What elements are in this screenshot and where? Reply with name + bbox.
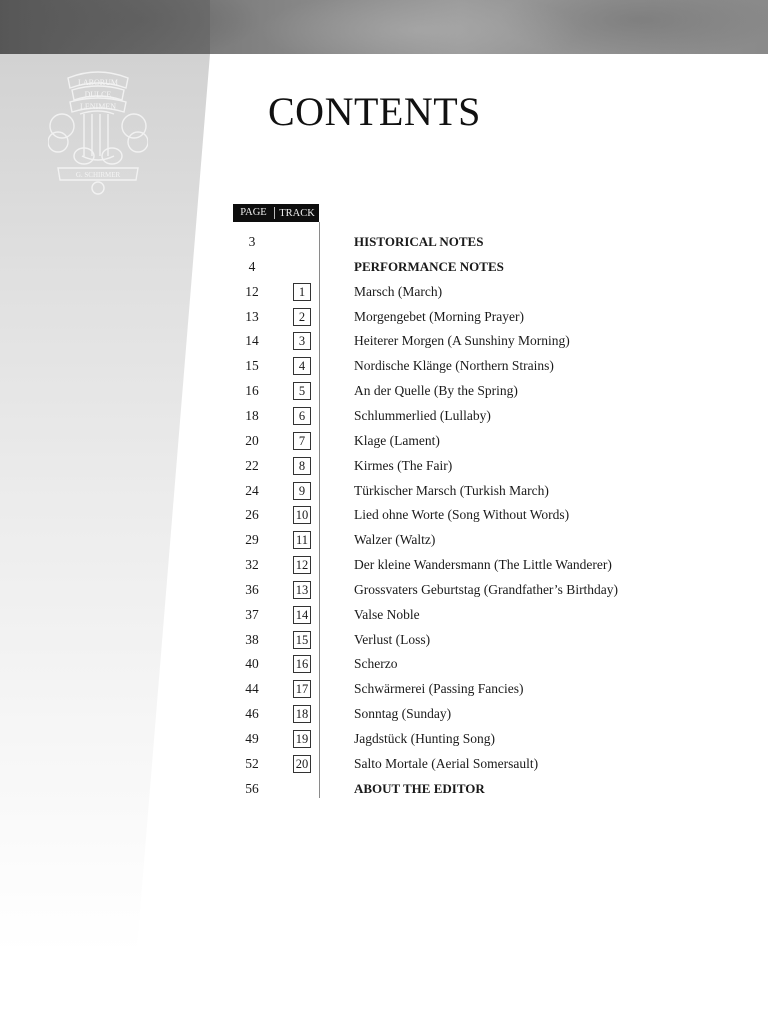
crest-line-2: DULCE (84, 90, 112, 99)
entry-title: Schlummerlied (Lullaby) (354, 407, 491, 423)
track-number-box: 17 (293, 680, 311, 698)
entry-title: Morgengebet (Morning Prayer) (354, 308, 524, 324)
contents-row[interactable] (0, 503, 768, 527)
entry-title: Grossvaters Geburtstag (Grandfather’s Birthday) (354, 581, 619, 597)
contents-row[interactable] (0, 603, 768, 627)
page-number: 14 (245, 333, 259, 349)
track-number-box: 19 (293, 730, 311, 748)
page-number: 3 (248, 234, 256, 249)
page-number: 15 (245, 358, 259, 374)
entry-title: Jagdstück (Hunting Song) (354, 731, 495, 746)
page-number: 32 (245, 557, 259, 573)
column-header-page: PAGE (233, 207, 275, 219)
entry-title: Türkischer Marsch (Turkish March) (354, 482, 549, 498)
entry-title: An der Quelle (By the Spring) (354, 383, 518, 399)
header-band-left (0, 0, 210, 54)
track-number-box: 6 (293, 407, 311, 425)
page-number: 24 (245, 482, 259, 498)
schirmer-crest-logo (48, 64, 148, 196)
track-number-box: 11 (293, 531, 311, 549)
contents-row[interactable] (0, 255, 768, 279)
track-number-box: 4 (293, 357, 311, 375)
crest-line-3: LENIMEN (80, 102, 116, 111)
contents-row[interactable] (0, 280, 768, 304)
entry-title: Scherzo (354, 656, 398, 672)
track-number-box: 18 (293, 705, 311, 723)
track-number-box: 8 (293, 457, 311, 475)
contents-row[interactable] (0, 429, 768, 453)
track-number-box: 10 (293, 506, 311, 524)
crest-banner: G. SCHIRMER (75, 171, 121, 179)
crest-line-1: LABORUM (77, 78, 119, 87)
contents-row[interactable] (0, 329, 768, 353)
page-number: 16 (245, 383, 259, 399)
page-number: 52 (245, 755, 259, 771)
track-number-box: 1 (293, 283, 311, 301)
entry-title: Marsch (March) (354, 283, 443, 299)
contents-row[interactable] (0, 354, 768, 378)
entry-title: Heiterer Morgen (A Sunshiny Morning) (354, 333, 570, 349)
track-number-box: 20 (293, 755, 311, 773)
contents-row[interactable] (0, 677, 768, 701)
page-number: 13 (245, 308, 259, 324)
page-number: 37 (245, 606, 259, 622)
entry-title: Valse Noble (354, 606, 420, 622)
contents-row[interactable] (0, 528, 768, 552)
page-number: 4 (248, 258, 256, 274)
contents-row[interactable] (0, 628, 768, 652)
page-number: 56 (245, 780, 259, 796)
page-number: 49 (245, 731, 259, 746)
page-number: 18 (245, 407, 259, 423)
contents-row[interactable] (0, 578, 768, 602)
track-number-box: 3 (293, 332, 311, 350)
page-number: 20 (245, 432, 259, 448)
track-number-box: 2 (293, 308, 311, 326)
contents-row[interactable] (0, 404, 768, 428)
entry-title: Lied ohne Worte (Song Without Words) (354, 507, 570, 523)
entry-title: Schwärmerei (Passing Fancies) (354, 681, 524, 697)
page-number: 12 (245, 283, 259, 299)
entry-title: Nordische Klänge (Northern Strains) (354, 358, 554, 374)
contents-row[interactable] (0, 652, 768, 676)
entry-title: Sonntag (Sunday) (354, 706, 452, 722)
contents-row[interactable] (0, 752, 768, 776)
page-number: 40 (245, 656, 259, 672)
column-header-track: TRACK (279, 207, 315, 219)
page-number: 29 (245, 532, 259, 548)
contents-row[interactable] (0, 230, 768, 254)
contents-row[interactable] (0, 727, 768, 751)
contents-row[interactable] (0, 479, 768, 503)
entry-title: Salto Mortale (Aerial Somersault) (354, 755, 539, 771)
page-number: 36 (245, 581, 259, 597)
entry-title: Der kleine Wandersmann (The Little Wanderer) (354, 557, 612, 573)
entry-title: Kirmes (The Fair) (354, 457, 453, 473)
entry-title: PERFORMANCE NOTES (354, 258, 504, 274)
entry-title: Verlust (Loss) (354, 631, 431, 647)
track-number-box: 13 (293, 581, 311, 599)
page-number: 22 (245, 457, 259, 473)
track-number-box: 14 (293, 606, 311, 624)
contents-row[interactable] (0, 454, 768, 478)
page-number: 38 (245, 631, 259, 647)
page-number: 46 (245, 706, 259, 722)
track-number-box: 15 (293, 631, 311, 649)
page-title: CONTENTS (268, 89, 481, 134)
entry-title: ABOUT THE EDITOR (354, 780, 485, 796)
track-number-box: 7 (293, 432, 311, 450)
track-number-box: 12 (293, 556, 311, 574)
entry-title: HISTORICAL NOTES (354, 234, 484, 249)
contents-row[interactable] (0, 305, 768, 329)
track-number-box: 9 (293, 482, 311, 500)
contents-row[interactable] (0, 553, 768, 577)
contents-row[interactable] (0, 777, 768, 801)
entry-title: Walzer (Waltz) (354, 532, 436, 548)
column-header (233, 204, 319, 222)
entry-title: Klage (Lament) (354, 432, 440, 448)
track-number-box: 16 (293, 655, 311, 673)
page-number: 26 (245, 507, 259, 523)
page-number: 44 (245, 681, 259, 697)
contents-row[interactable] (0, 702, 768, 726)
track-number-box: 5 (293, 382, 311, 400)
contents-row[interactable] (0, 379, 768, 403)
